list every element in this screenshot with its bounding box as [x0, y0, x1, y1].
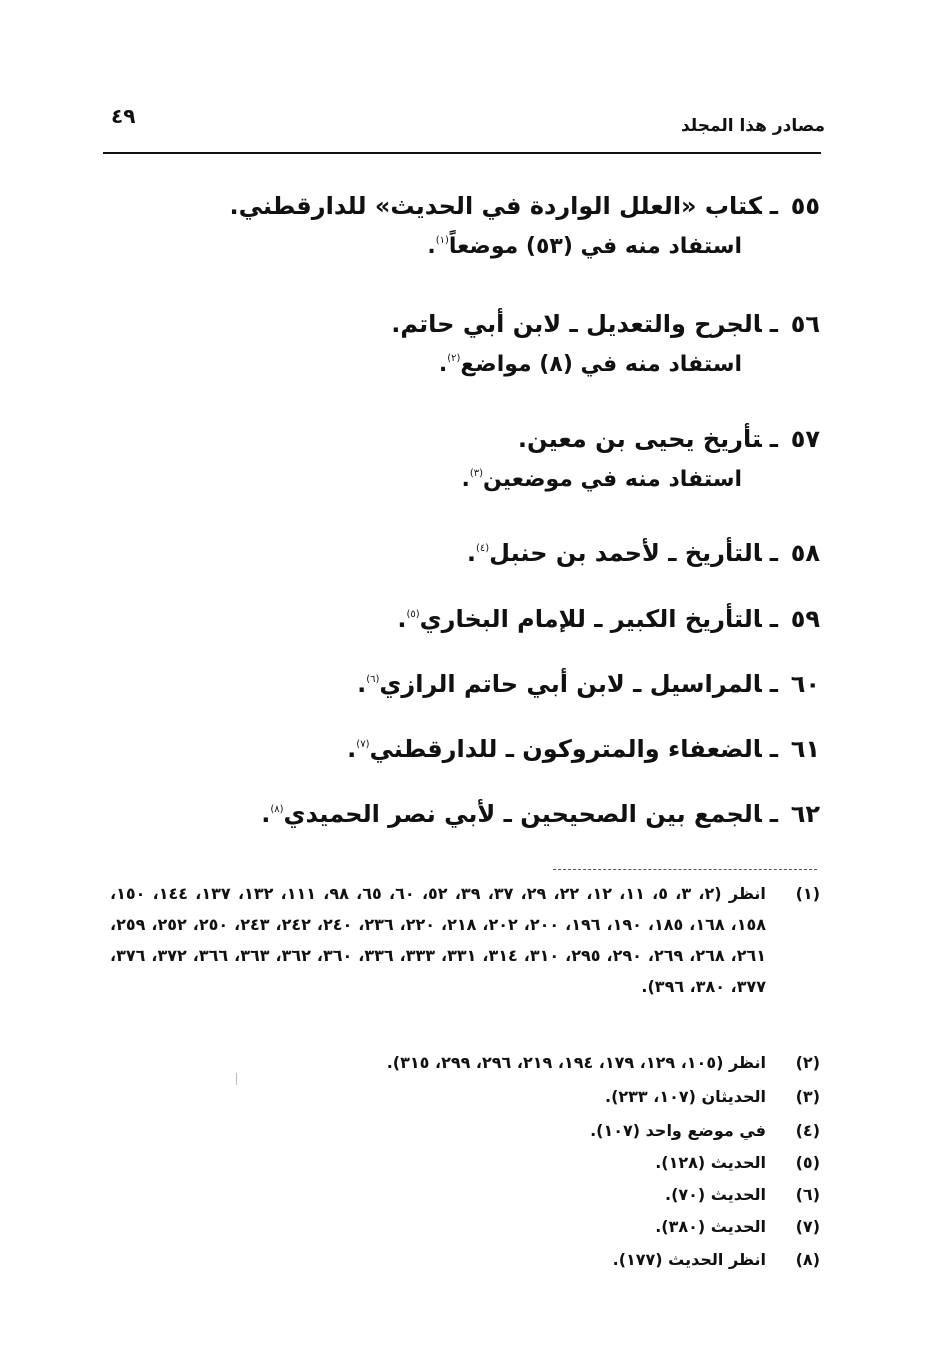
footnote-ref[interactable]: (٣) [469, 468, 483, 479]
entry-note: استفاد منه في (٨) مواضع [460, 352, 742, 377]
entry-title: التأريخ الكبير ـ للإمام البخاري [419, 605, 762, 633]
bibliography-entry [229, 192, 820, 259]
bibliography-entry [467, 539, 820, 567]
footnote-text: انظر الحديث (١٧٧). [612, 1250, 766, 1269]
entry-dash: ـ [769, 310, 778, 338]
entry-dash: ـ [769, 735, 778, 763]
footnote-text: الحديث (٧٠). [664, 1185, 766, 1204]
entry-title: الجمع بين الصحيحين ـ لأبي نصر الحميدي [283, 800, 762, 828]
footnote [590, 1121, 820, 1140]
footnote-ref[interactable]: (٧) [356, 739, 370, 750]
footnote-text: انظر (١٠٥، ١٢٩، ١٧٩، ١٩٤، ٢١٩، ٢٩٦، ٢٩٩، ٣١٥). [386, 1053, 766, 1072]
entry-title: تأريخ يحيى بن معين. [517, 425, 762, 453]
entry-dash: ـ [769, 800, 778, 828]
entry-number: ٥٩ [790, 605, 820, 633]
footnote [387, 1053, 820, 1072]
footnote-text: الحديث (١٢٨). [655, 1153, 766, 1172]
entry-end: . [357, 670, 367, 698]
entry-number: ٦٠ [790, 670, 820, 698]
bibliography-entry [461, 425, 820, 492]
entry-note-end: . [438, 352, 448, 377]
entry-number: ٥٧ [790, 425, 820, 453]
entry-note: استفاد منه في موضعين [483, 467, 742, 492]
footnote-text: الحديثان (١٠٧، ٢٣٣). [605, 1087, 766, 1106]
entry-dash: ـ [769, 605, 778, 633]
footnote-ref[interactable]: (٢) [447, 353, 461, 364]
footnote [613, 1250, 820, 1269]
footnote-ref[interactable]: (١) [435, 235, 449, 246]
running-header: مصادر هذا المجلد [680, 116, 825, 136]
entry-number: ٦٢ [790, 800, 820, 828]
entry-note-end: . [461, 467, 470, 492]
entry-number: ٥٨ [790, 539, 820, 567]
entry-title: الجرح والتعديل ـ لابن أبي حاتم. [391, 310, 762, 338]
footnote-number: (٥) [795, 1153, 820, 1172]
entry-note-end: . [427, 234, 436, 259]
entry-title: التأريخ ـ لأحمد بن حنبل [489, 539, 762, 567]
bibliography-entry [357, 670, 820, 698]
entry-number: ٥٥ [790, 192, 820, 220]
entry-end: . [261, 800, 271, 828]
entry-end: . [466, 539, 476, 567]
footnote-ref[interactable]: (٦) [366, 674, 380, 685]
entry-dash: ـ [769, 192, 778, 220]
footnote [110, 878, 820, 1002]
entry-number: ٥٦ [790, 310, 820, 338]
footnote [605, 1087, 820, 1106]
footnote-number: (٧) [795, 1217, 820, 1236]
footnote-number: (٣) [795, 1087, 820, 1106]
footnote [655, 1153, 820, 1172]
footnote [655, 1217, 820, 1236]
footnote [665, 1185, 820, 1204]
footnote-ref[interactable]: (٤) [475, 543, 490, 554]
entry-title: المراسيل ـ لابن أبي حاتم الرازي [379, 670, 762, 698]
footnote-text: في موضع واحد (١٠٧). [590, 1121, 766, 1140]
footnote-number: (٢) [795, 1053, 820, 1072]
footnote-text: الحديث (٣٨٠). [655, 1217, 766, 1236]
bibliography-entry [391, 310, 820, 377]
bibliography-entry [397, 605, 820, 633]
entry-number: ٦١ [790, 735, 820, 763]
footnote-number: (١) [795, 884, 820, 903]
entry-end: . [347, 735, 357, 763]
entry-dash: ـ [769, 670, 778, 698]
bibliography-entry [261, 800, 820, 828]
footnote-text: انظر (٢، ٣، ٥، ١١، ١٢، ٢٢، ٢٩، ٣٧، ٣٩، ٥٢، ٦٠، ٦٥، ٩٨، ١١١، ١٣٢، ١٣٧، ١٤٤، ١٥٠، ١٥٨، ١٦٨، ١٨٥، ١٩٠، ١٩٦، ٢٠٠، ٢٠٢، ٢١٨، ٢٢٠، ٢٣٦، ٢٤٠، ٢٤٢، ٢٤٣، ٢٥٠، ٢٥٢، ٢٥٩، ٢٦١، ٢٦٨، ٢٦٩، ٢٩٠، ٢٩٥، ٣١٠، ٣١٤، ٣٣١، ٣٣٣، ٣٣٦، ٣٦٠، ٣٦٢، ٣٦٣، ٣٦٦، ٣٧٢، ٣٧٦، ٣٧٧، ٣٨٠، ٣٩٦). [110, 884, 766, 996]
header-rule [103, 152, 821, 154]
entry-dash: ـ [769, 425, 778, 453]
entry-title: كتاب «العلل الواردة في الحديث» للدارقطني. [229, 192, 762, 220]
footnote-number: (٨) [795, 1250, 820, 1269]
bibliography-entry [347, 735, 820, 763]
footnote-ref[interactable]: (٨) [270, 804, 284, 815]
scan-mark [236, 1073, 237, 1085]
footnote-number: (٦) [795, 1185, 820, 1204]
page-number: ٤٩ [111, 104, 136, 128]
entry-dash: ـ [769, 539, 778, 567]
footnote-separator [553, 869, 817, 870]
entry-end: . [397, 605, 407, 633]
footnote-ref[interactable]: (٥) [406, 609, 420, 620]
footnote-number: (٤) [795, 1121, 820, 1140]
entry-note: استفاد منه في (٥٣) موضعاً [448, 234, 742, 259]
entry-title: الضعفاء والمتروكون ـ للدارقطني [369, 735, 762, 763]
